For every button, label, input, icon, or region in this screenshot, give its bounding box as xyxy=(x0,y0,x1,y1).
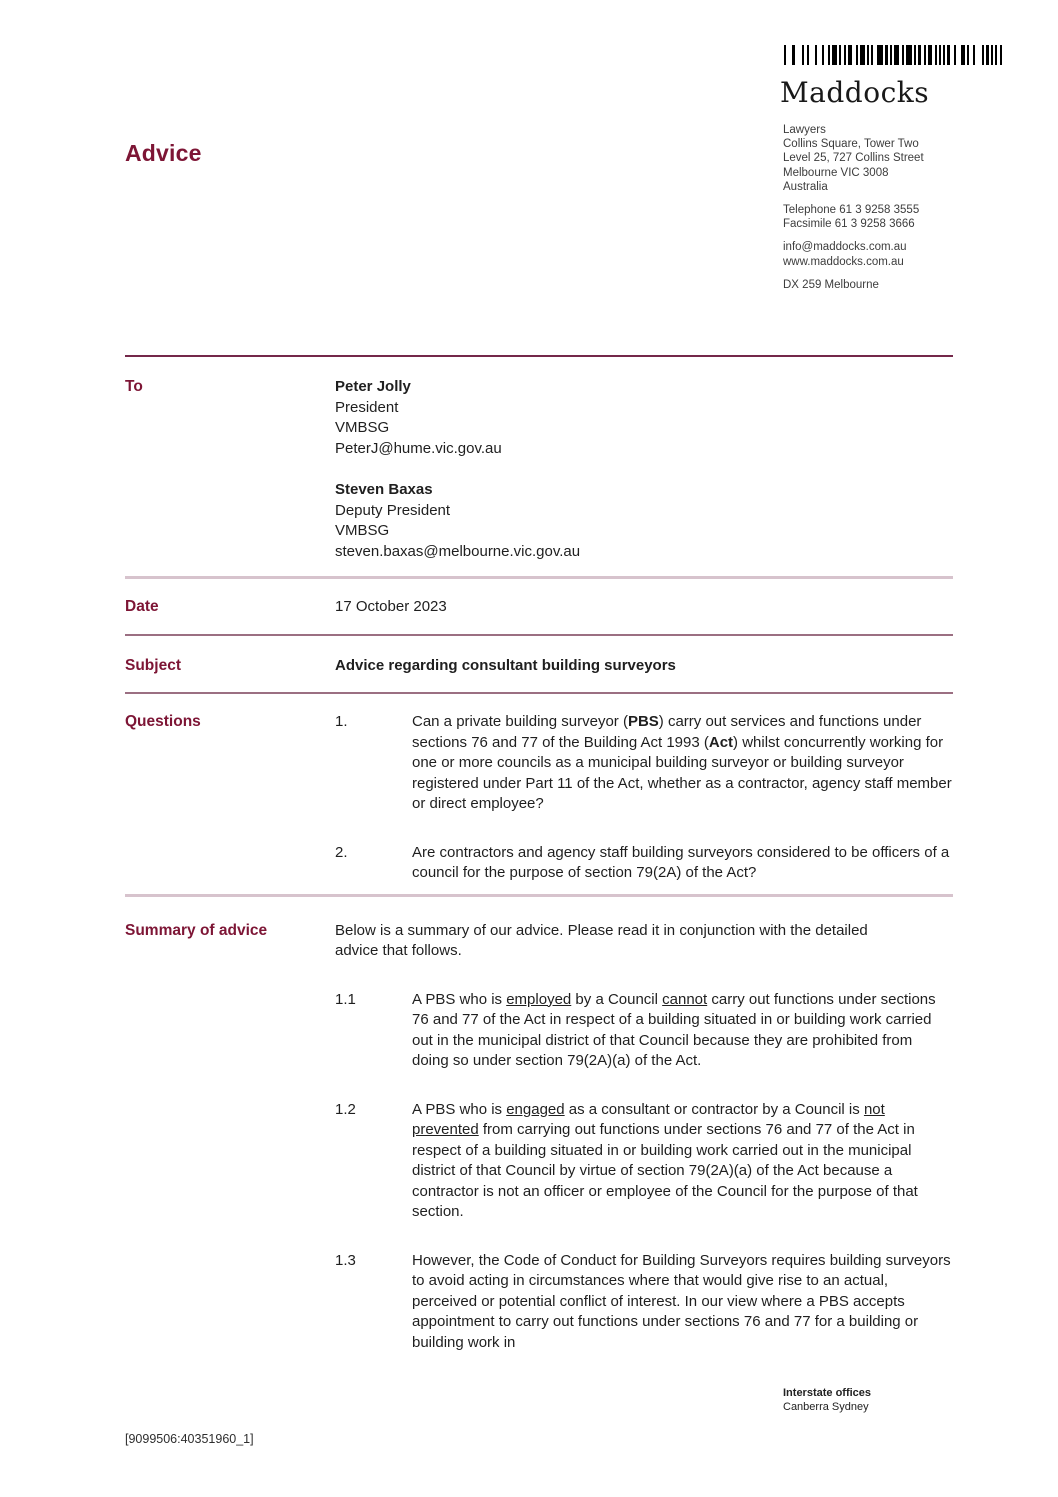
subject-value: Advice regarding consultant building surveyors xyxy=(335,656,676,674)
summary-item-text: A PBS who is employed by a Council cannot carry out functions under sections 76 and 77 of the Act in respect of a building situated in or building work carried out in the municipal district of that Council because they are prohibited from doing so under section 79(2A)(a) of the Act. xyxy=(412,990,936,1069)
summary-item-text: However, the Code of Conduct for Building Surveyors requires building surveyors to avoid acting in circumstances where that would give rise to an actual, perceived or potential conflict of interest. In our view where a PBS accepts appointment to carry out functions under sections 76 and 77 for a building or building work in xyxy=(412,1251,951,1351)
document-reference: [9099506:40351960_1] xyxy=(125,1432,254,1446)
address-line: Level 25, 727 Collins Street xyxy=(783,152,924,165)
to-row xyxy=(125,357,953,576)
summary-item-number: 1.2 xyxy=(335,1100,356,1118)
email-line: info@maddocks.com.au xyxy=(783,241,907,254)
summary-intro: Below is a summary of our advice. Please read it in conjunction with the detailed advice that follows. xyxy=(335,921,868,959)
subject-label: Subject xyxy=(125,656,181,674)
website-line: www.maddocks.com.au xyxy=(783,255,904,268)
summary-item-number: 1.1 xyxy=(335,990,356,1008)
recipient-name: Steven Baxas xyxy=(335,481,433,498)
maddocks-logo: Maddocks xyxy=(780,76,930,109)
address-line: Collins Square, Tower Two xyxy=(783,138,919,151)
summary-item xyxy=(335,1100,953,1223)
recipient-org: VMBSG xyxy=(335,522,390,539)
fax-line: Facsimile 61 3 9258 3666 xyxy=(783,218,915,231)
summary-row xyxy=(125,897,953,1374)
barcode-icon xyxy=(784,45,1010,65)
recipient-role: Deputy President xyxy=(335,501,451,519)
question-item xyxy=(335,843,953,884)
memo-table xyxy=(125,355,953,1373)
recipient-email: steven.baxas@melbourne.vic.gov.au xyxy=(335,542,581,560)
questions-content xyxy=(335,712,953,884)
address-line: Lawyers xyxy=(783,124,826,136)
recipient-role: President xyxy=(335,398,399,416)
letterhead-address xyxy=(783,123,924,292)
summary-item-text: A PBS who is engaged as a consultant or contractor by a Council is not prevented from carrying out functions under sections 76 and 77 of the Act in respect of a building situated in or building work carried out in the municipal district of that Council by virtue of section 79(2A)(a) of the Act because a contractor is not an officer or employee of the Council for the purpose of that section. xyxy=(412,1100,918,1220)
recipient xyxy=(335,377,953,459)
question-text: Can a private building surveyor (PBS) carry out services and functions under sections 76 and 77 of the Building Act 1993 (Act) whilst concurrently working for one or more councils as a municipal building surveyor or building surveyor registered under Part 11 of the Act, whether as a contractor, agency staff member or direct employee? xyxy=(412,713,952,812)
question-number: 2. xyxy=(335,843,348,861)
summary-item xyxy=(335,1251,953,1354)
question-text: Are contractors and agency staff building surveyors considered to be officers of a council for the purpose of section 79(2A) of the Act? xyxy=(412,843,950,881)
to-label: To xyxy=(125,378,143,395)
page-title: Advice xyxy=(125,140,202,166)
questions-row xyxy=(125,694,953,894)
interstate-offices-heading: Interstate offices xyxy=(783,1387,872,1399)
to-content xyxy=(335,377,953,562)
subject-row xyxy=(125,636,953,693)
recipient-email: PeterJ@hume.vic.gov.au xyxy=(335,439,502,457)
interstate-offices xyxy=(783,1386,871,1414)
dx-line: DX 259 Melbourne xyxy=(783,278,879,291)
date-value: 17 October 2023 xyxy=(335,598,447,615)
summary-content xyxy=(335,921,953,1354)
address-line: Melbourne VIC 3008 xyxy=(783,166,889,179)
recipient-org: VMBSG xyxy=(335,419,390,436)
address-line: Australia xyxy=(783,180,828,193)
date-label: Date xyxy=(125,598,159,615)
summary-item-number: 1.3 xyxy=(335,1251,356,1269)
phone-line: Telephone 61 3 9258 3555 xyxy=(783,204,920,217)
date-row xyxy=(125,579,953,634)
recipient xyxy=(335,480,953,562)
summary-label: Summary of advice xyxy=(125,921,268,939)
question-number: 1. xyxy=(335,713,348,730)
summary-item xyxy=(335,990,953,1072)
interstate-offices-list: Canberra Sydney xyxy=(783,1401,869,1413)
recipient-name: Peter Jolly xyxy=(335,378,411,395)
question-item xyxy=(335,712,953,815)
questions-label: Questions xyxy=(125,713,201,730)
